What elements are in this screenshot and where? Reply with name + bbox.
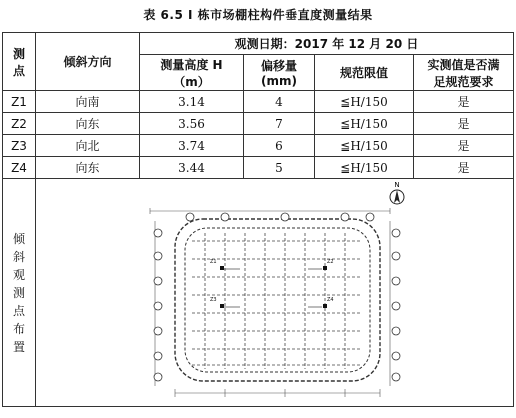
compliance-header-line2: 足规范要求 [433,74,494,89]
station-header [3,33,36,91]
layout-label-char: 置 [12,339,25,354]
plan-point-label: Z3 [209,296,217,303]
row-station: Z4 [3,157,36,179]
height-header [140,55,244,91]
table-row [3,135,514,157]
row-compliance: 是 [414,113,514,135]
row-direction: 向北 [36,135,140,157]
station-header-line2: 点 [12,63,25,78]
row-height: 3.74 [140,135,244,157]
row-station: Z2 [3,113,36,135]
limit-header: 规范限值 [315,55,414,91]
compliance-header-line1: 实测值是否满 [427,57,500,72]
compliance-header [414,55,514,91]
row-compliance: 是 [414,157,514,179]
layout-label-char: 观 [12,267,25,282]
row-height: 3.14 [140,91,244,113]
plan-cell [36,179,514,407]
row-offset: 7 [244,113,315,135]
layout-label-char: 斜 [12,249,25,264]
plan-point-label: Z1 [209,258,217,265]
offset-arrows [224,269,322,307]
row-limit: ≦H/150 [315,91,414,113]
row-direction: 向东 [36,113,140,135]
row-height: 3.56 [140,113,244,135]
row-offset: 6 [244,135,315,157]
height-header-line2: （m） [173,74,210,89]
axis-bubbles [154,213,400,381]
row-offset: 4 [244,91,315,113]
layout-label-char: 布 [12,321,25,336]
north-arrow-icon [390,181,404,204]
column-grid [192,233,362,369]
layout-label-char: 倾 [12,231,25,246]
table-row [3,157,514,179]
row-offset: 5 [244,157,315,179]
station-header-line1: 测 [12,46,25,61]
outer-boundary [175,219,380,381]
row-direction: 向东 [36,157,140,179]
height-header-line1: 测量高度 H [160,57,223,72]
table-row [3,91,514,113]
row-limit: ≦H/150 [315,157,414,179]
row-limit: ≦H/150 [315,113,414,135]
row-compliance: 是 [414,91,514,113]
row-station: Z1 [3,91,36,113]
plan-point-label: Z2 [326,258,334,265]
table-caption: 表 6.5 I 栋市场棚柱构件垂直度测量结果 [143,8,373,22]
row-height: 3.44 [140,157,244,179]
layout-label-char: 测 [12,285,25,300]
layout-label-char: 点 [12,303,25,318]
table-row [3,113,514,135]
observation-plan-drawing [40,181,510,405]
date-header: 观测日期：2017 年 12 月 20 日 [140,33,514,55]
bottom-dimension-line [175,389,380,397]
measurement-table [2,32,514,407]
north-label: N [393,180,400,189]
offset-header: 偏移量(mm) [244,55,315,91]
direction-header: 倾斜方向 [36,33,140,91]
plan-point-label: Z4 [326,296,334,303]
dimension-lines [150,208,390,386]
row-direction: 向南 [36,91,140,113]
row-station: Z3 [3,135,36,157]
observation-points [220,266,327,308]
row-compliance: 是 [414,135,514,157]
row-limit: ≦H/150 [315,135,414,157]
layout-label [3,179,36,407]
